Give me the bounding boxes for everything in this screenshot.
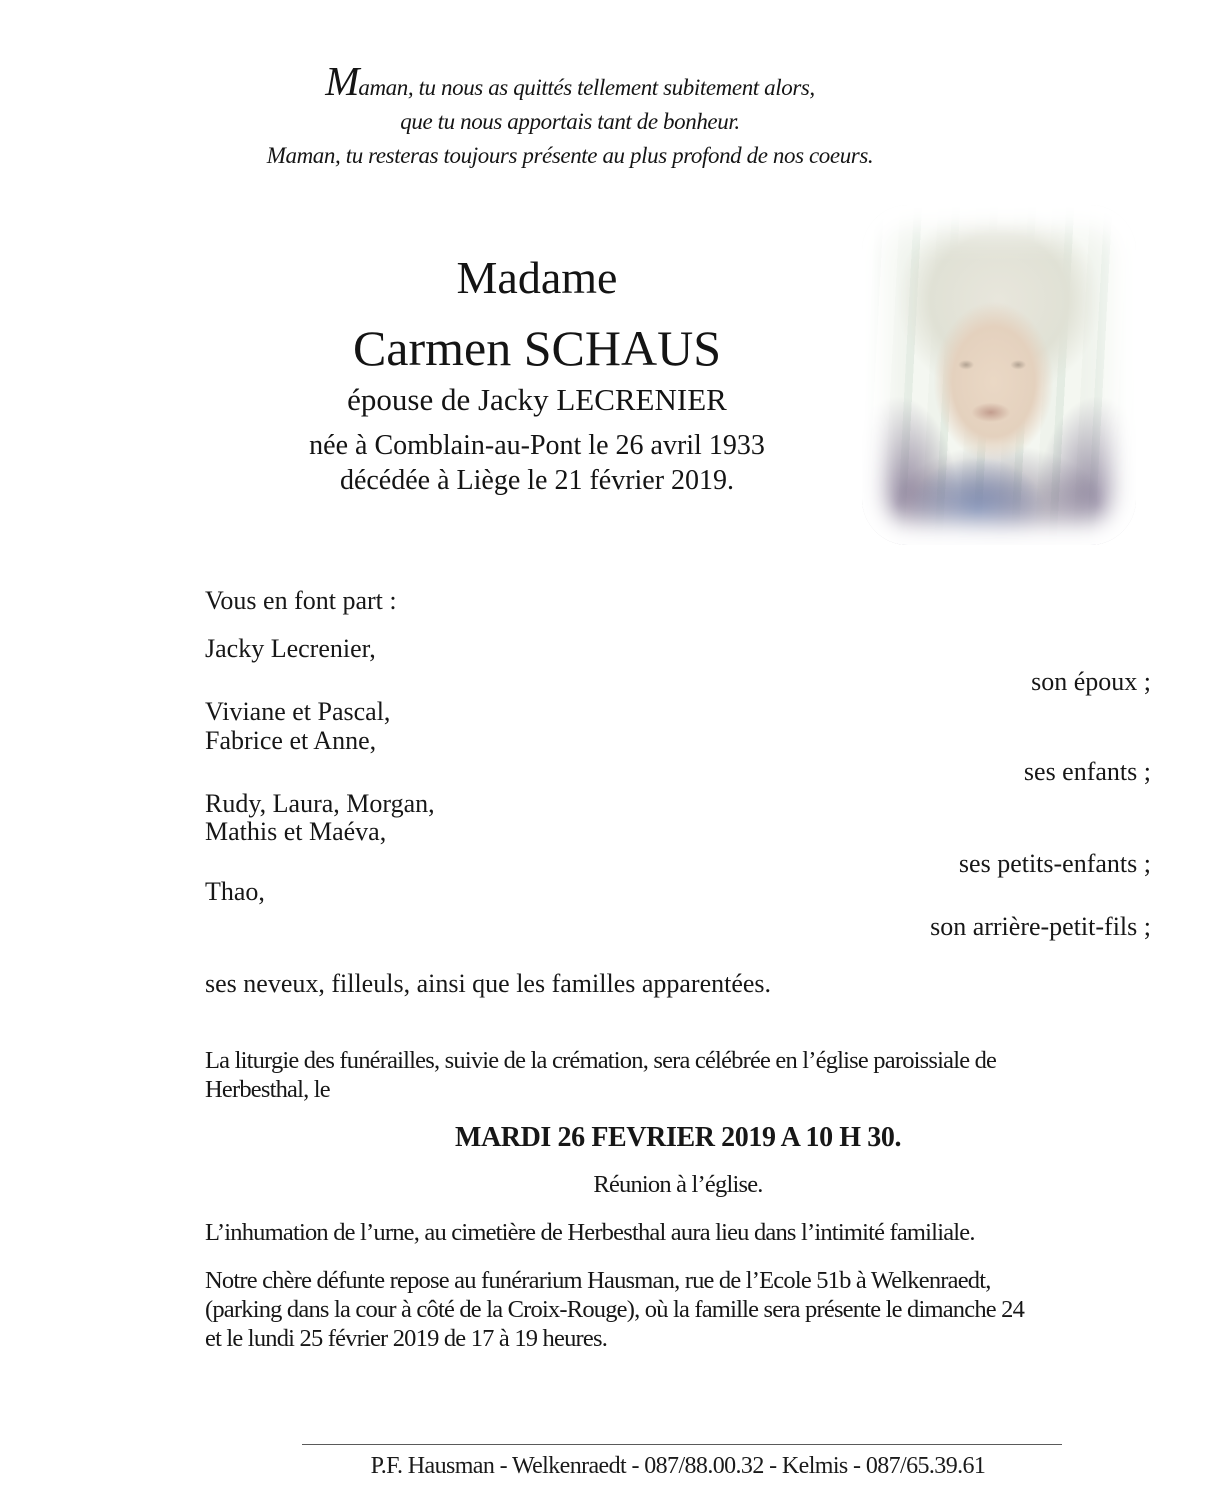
burial-line: L’inhumation de l’urne, au cimetière de Herbesthal aura lieu dans l’intimité familiale. <box>205 1219 975 1246</box>
epigraph-line-3: Maman, tu resteras toujours présente au plus profond de nos coeurs. <box>266 143 874 168</box>
portrait-photo <box>862 205 1136 545</box>
announcer-name-line: Viviane et Pascal, <box>205 697 391 726</box>
epigraph-drop-initial: M <box>325 58 359 104</box>
epigraph-line-2: que tu nous apportais tant de bonheur. <box>400 109 740 134</box>
announcer-name-line: Thao, <box>205 877 265 906</box>
announcer-name-line: Mathis et Maéva, <box>205 817 387 846</box>
repose-paragraph <box>205 1266 1151 1353</box>
liturgy-line-2: Herbesthal, le <box>205 1076 330 1103</box>
deceased-name: Carmen SCHAUS <box>352 320 722 376</box>
spouse-line: épouse de Jacky LECRENIER <box>347 382 727 417</box>
relation-label-great-grandson: son arrière-petit-fils ; <box>930 912 1151 941</box>
relation-label-grandchildren: ses petits-enfants ; <box>958 849 1151 878</box>
ceremony-date-line: MARDI 26 FEVRIER 2019 A 10 H 30. <box>454 1122 902 1153</box>
funeral-home-contact: P.F. Hausman - Welkenraedt - 087/88.00.32 - Kelmis - 087/65.39.61 <box>370 1453 986 1479</box>
epigraph <box>125 58 1015 173</box>
announcement-intro: Vous en font part : <box>205 586 397 615</box>
repose-line-3: et le lundi 25 février 2019 de 17 à 19 heures. <box>205 1325 608 1352</box>
repose-line-2: (parking dans la cour à côté de la Croix-Rouge), où la famille sera présente le dimanche 24 <box>205 1296 1025 1323</box>
liturgy-line-1: La liturgie des funérailles, suivie de la crémation, sera célébrée en l’église paroissiale de <box>205 1047 997 1074</box>
relation-label-children: ses enfants ; <box>1023 757 1151 786</box>
birth-line: née à Comblain-au-Pont le 26 avril 1933 <box>309 430 765 461</box>
announcer-name-line: Fabrice et Anne, <box>205 726 377 755</box>
meeting-line: Réunion à l’église. <box>593 1171 763 1198</box>
footer-divider <box>302 1444 1062 1445</box>
deceased-civility: Madame <box>456 252 618 303</box>
repose-line-1: Notre chère défunte repose au funérarium Hausman, rue de l’Ecole 51b à Welkenraedt, <box>205 1267 991 1294</box>
epigraph-line-1 <box>125 58 1015 105</box>
announcer-name-line: Jacky Lecrenier, <box>205 634 376 663</box>
relation-label-spouse: son époux ; <box>1031 667 1151 696</box>
announcement-closing-line: ses neveux, filleuls, ainsi que les familles apparentées. <box>205 969 772 998</box>
death-line: décédée à Liège le 21 février 2019. <box>339 465 735 496</box>
liturgy-paragraph <box>205 1046 1151 1104</box>
epigraph-line-1-text: aman, tu nous as quittés tellement subitement alors, <box>358 75 815 100</box>
announcer-name-line: Rudy, Laura, Morgan, <box>205 789 435 818</box>
